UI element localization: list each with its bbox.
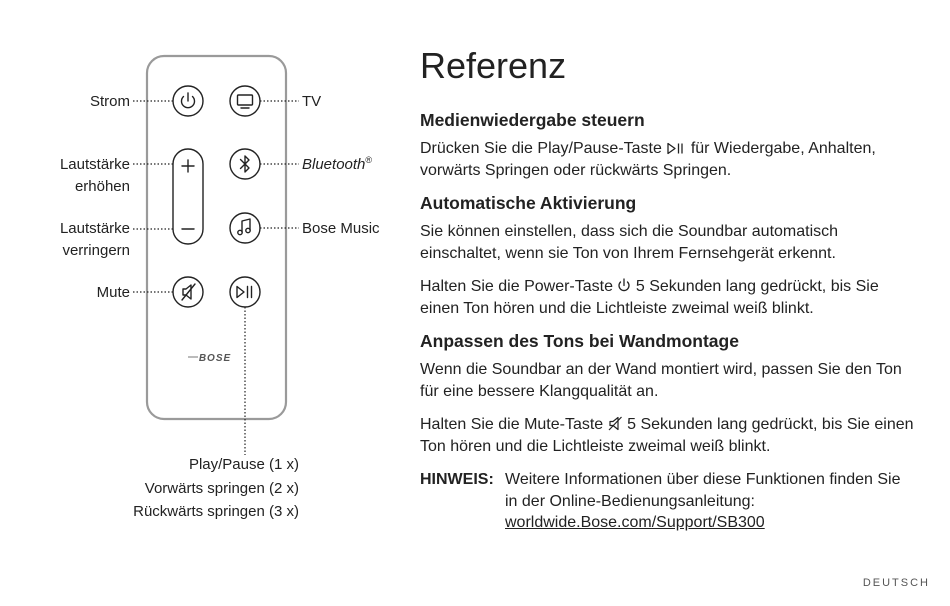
play-pause-icon (666, 142, 686, 155)
section-heading-wall: Anpassen des Tons bei Wandmontage (420, 331, 739, 351)
label-play-pause: Play/Pause (1 x) (188, 456, 299, 473)
volume-up-button[interactable] (182, 160, 194, 172)
section-heading-auto: Automatische Aktivierung (420, 193, 637, 213)
mute-icon (608, 416, 623, 431)
page-title: Referenz (420, 45, 567, 86)
mute-button[interactable] (173, 277, 203, 307)
reference-column (420, 44, 915, 534)
label-skip-back: Rückwärts springen (3 x) (133, 503, 299, 520)
bluetooth-icon (241, 156, 250, 172)
label-volume-up-line1: Lautstärke (59, 156, 130, 173)
label-volume-down-line2: verringern (62, 242, 130, 259)
language-footer: DEUTSCH (862, 577, 930, 589)
music-note-icon (238, 219, 250, 235)
note-block (420, 469, 915, 534)
remote-diagram (0, 0, 400, 540)
power-icon (182, 93, 195, 108)
note-body (505, 469, 915, 534)
tv-icon (238, 95, 253, 108)
label-bluetooth-registered: ® (365, 155, 373, 165)
label-mute: Mute (96, 284, 130, 301)
label-volume-up-line2: erhöhen (74, 178, 130, 195)
media-text-before: Drücken Sie die Play/Pause-Taste (420, 140, 662, 157)
note-label: HINWEIS: (420, 471, 494, 488)
wall-text-before: Halten Sie die Mute-Taste (420, 416, 604, 433)
label-tv: TV (302, 93, 322, 110)
section-wall-text-2 (420, 414, 915, 457)
section-media-text (420, 138, 915, 181)
bose-logo: BOSE (198, 353, 232, 364)
plus-icon (182, 160, 194, 172)
section-heading-media: Medienwiedergabe steuern (420, 110, 645, 130)
note-text: Weitere Informationen über diese Funktionen finden Sie in der Online-Bedienungsanleitung: (505, 471, 901, 510)
auto-text-after: 5 Sekunden lang gedrückt, bis Sie einen Ton hören und die Lichtleiste zweimal weiß blinkt. (420, 278, 879, 317)
label-bose-music: Bose Music (302, 220, 380, 237)
section-auto-text-1: Sie können einstellen, dass sich die Soundbar automatisch einschaltet, wenn sie Ton von Ihrem Fernsehgerät erkennt. (420, 223, 839, 262)
support-link[interactable]: worldwide.Bose.com/Support/SB300 (505, 514, 765, 531)
section-wall-text-1: Wenn die Soundbar an der Wand montiert wird, passen Sie den Ton für eine bessere Klangqualität an. (420, 361, 902, 400)
tv-button[interactable] (230, 86, 260, 116)
label-power: Strom (89, 93, 130, 110)
play-pause-button[interactable] (230, 277, 260, 307)
play-pause-icon (237, 287, 252, 298)
auto-text-before: Halten Sie die Power-Taste (420, 278, 613, 295)
bluetooth-button[interactable] (230, 149, 260, 179)
remote-body (147, 56, 286, 419)
section-auto-text-2 (420, 276, 915, 319)
label-skip-forward: Vorwärts springen (2 x) (144, 480, 299, 497)
power-button[interactable] (173, 86, 203, 116)
wall-text-after: 5 Sekunden lang gedrückt, bis Sie einen Ton hören und die Lichtleiste zweimal weiß blinkt. (420, 416, 914, 455)
label-bluetooth (302, 155, 372, 173)
label-volume-down-line1: Lautstärke (59, 220, 130, 237)
mute-icon (182, 284, 195, 300)
power-icon (617, 278, 631, 293)
media-text-after: für Wiedergabe, Anhalten, vorwärts Springen oder rückwärts Springen. (420, 140, 876, 179)
bose-music-button[interactable] (230, 213, 260, 243)
label-bluetooth-text: Bluetooth (302, 156, 366, 173)
